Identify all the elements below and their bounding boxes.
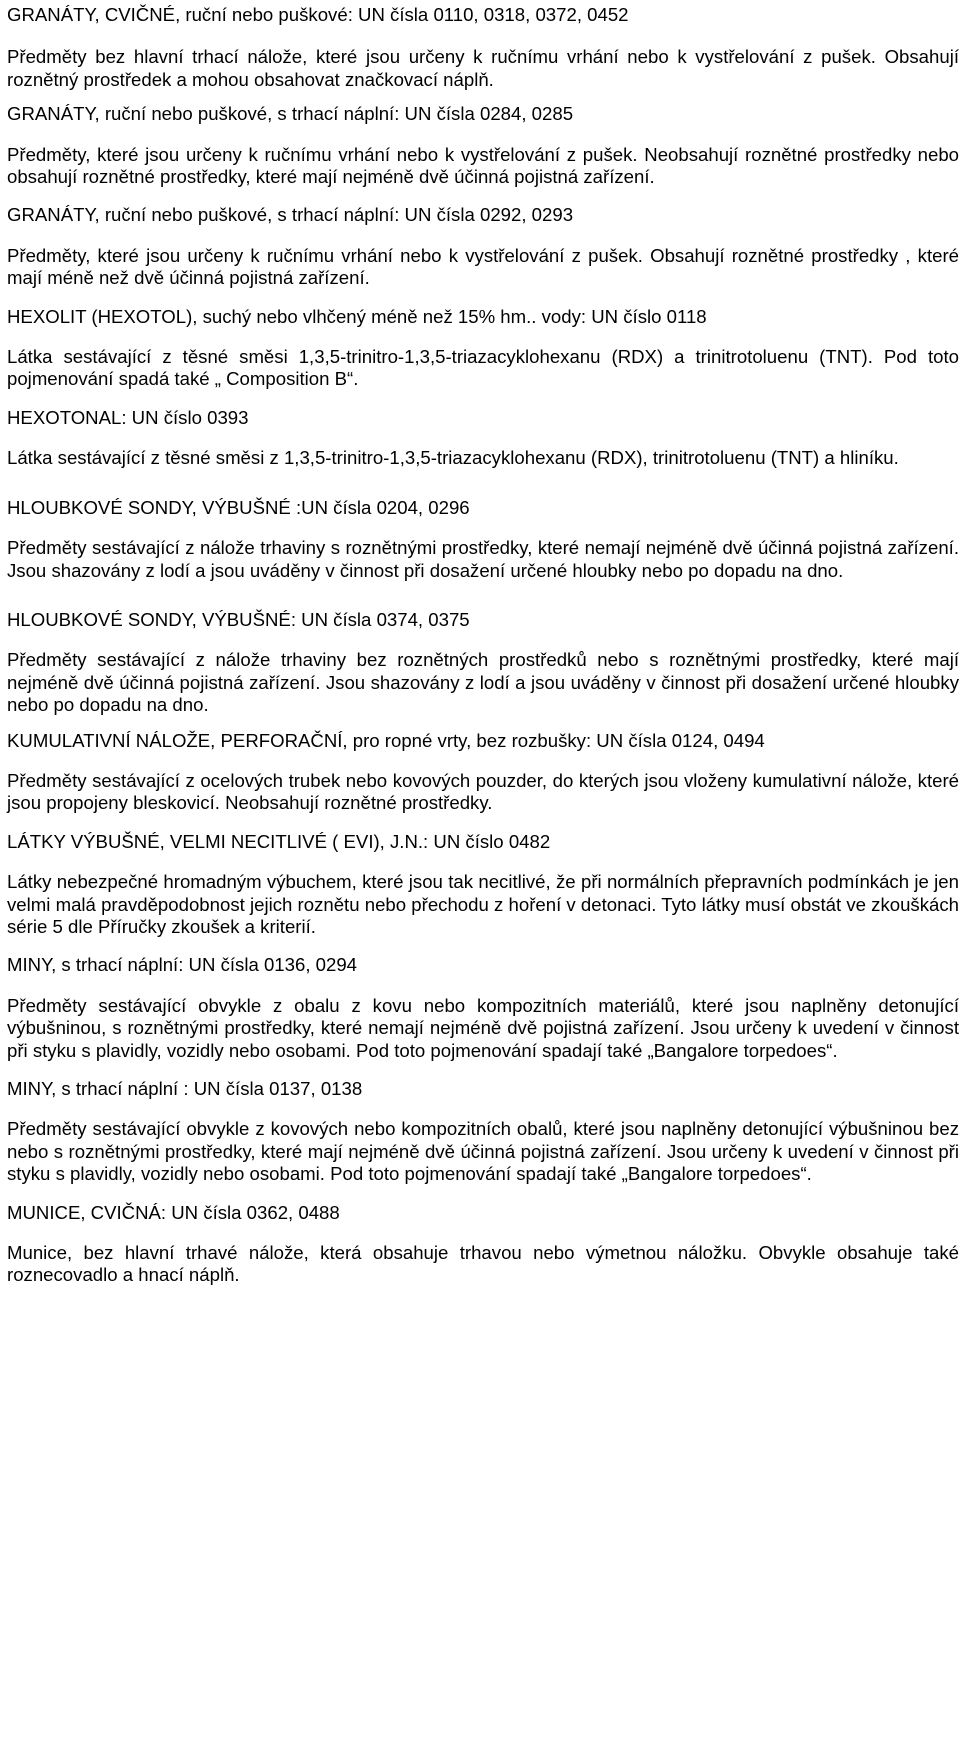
- entry-description: Předměty, které jsou určeny k ručnímu vrhání nebo k vystřelování z pušek. Obsahují roznětné prostředky , které mají méně než dvě účinná pojistná zařízení.: [7, 244, 959, 289]
- entry-description: Předměty sestávající z nálože trhaviny bez roznětných prostředků nebo s roznětnými prostředky, které mají nejméně dvě účinná pojistná zařízení. Jsou shazovány z lodí a jsou uváděny v činnost při dosažení určené hloubky nebo po dopadu na dno.: [7, 649, 959, 716]
- entry: [7, 497, 959, 582]
- entry-description: Munice, bez hlavní trhavé nálože, která obsahuje trhavou nebo výmetnou náložku. Obvykle obsahuje také roznecovadlo a hnací náplň.: [7, 1242, 959, 1286]
- entry-heading: HEXOTONAL: UN číslo 0393: [7, 406, 249, 428]
- entry-description: Předměty sestávající obvykle z obalu z kovu nebo kompozitních materiálů, které jsou naplněny detonující výbušninou, s roznětnými prostředky, které nemají nejméně dvě pojistná zařízení. Jsou určeny k uvedení v činnost při styku s plavidly, vozidly nebo osobami. Pod toto pojmenování spadají také „Bangalore torpedoes“.: [7, 994, 959, 1061]
- entry-description: Předměty, které jsou určeny k ručnímu vrhání nebo k vystřelování z pušek. Neobsahují roznětné prostředky nebo obsahují roznětné prostředky, které mají nejméně dvě účinná pojistná zařízení.: [7, 143, 959, 188]
- entry: [7, 954, 959, 1062]
- entry: [7, 1078, 959, 1186]
- entry: [7, 103, 959, 188]
- entry: [7, 831, 959, 939]
- entry-heading: MUNICE, CVIČNÁ: UN čísla 0362, 0488: [7, 1201, 340, 1223]
- entry-heading: MINY, s trhací náplní : UN čísla 0137, 0138: [7, 1078, 363, 1099]
- entry-description: Předměty sestávající z ocelových trubek nebo kovových pouzder, do kterých jsou vloženy kumulativní nálože, které jsou propojeny bleskovicí. Neobsahují roznětné prostředky.: [7, 769, 959, 814]
- entry-description: Látka sestávající z těsné směsi z 1,3,5-trinitro-1,3,5-triazacyklohexanu (RDX), trinitrotoluenu (TNT) a hliníku.: [7, 447, 899, 469]
- entry: [7, 407, 959, 470]
- entry-description: Předměty sestávající z nálože trhaviny s roznětnými prostředky, které nemají nejméně dvě účinná pojistná zařízení. Jsou shazovány z lodí a jsou uváděny v činnost při dosažení určené hloubky nebo po dopadu na dno.: [7, 537, 959, 581]
- entry-heading: GRANÁTY, CVIČNÉ, ruční nebo puškové: UN čísla 0110, 0318, 0372, 0452: [7, 4, 629, 25]
- entry: [7, 306, 959, 391]
- entry: [7, 4, 959, 91]
- entry-description: Předměty bez hlavní trhací nálože, které jsou určeny k ručnímu vrhání nebo k vystřelování z pušek. Obsahují roznětný prostředek a mohou obsahovat značkovací náplň.: [7, 46, 959, 90]
- document-page: [7, 4, 959, 1287]
- entry-heading: MINY, s trhací náplní: UN čísla 0136, 0294: [7, 954, 358, 976]
- entry-heading: GRANÁTY, ruční nebo puškové, s trhací náplní: UN čísla 0292, 0293: [7, 204, 574, 226]
- entry-description: Látka sestávající z těsné směsi 1,3,5-trinitro-1,3,5-triazacyklohexanu (RDX) a trinitrotoluenu (TNT). Pod toto pojmenování spadá také „ Composition B“.: [7, 346, 959, 390]
- entry: [7, 1202, 959, 1287]
- entry-heading: HLOUBKOVÉ SONDY, VÝBUŠNÉ :UN čísla 0204, 0296: [7, 496, 470, 518]
- entry: [7, 730, 959, 815]
- entry-description: Předměty sestávající obvykle z kovových nebo kompozitních obalů, které jsou naplněny detonující výbušninou bez nebo s roznětnými prostředky, které mají nejméně dvě účinná pojistná zařízení. Jsou určeny k uvedení v činnost při styku s plavidly, vozidly nebo osobami. Pod toto pojmenování spadají také „Bangalore torpedoes“.: [7, 1118, 959, 1185]
- entry-heading: GRANÁTY, ruční nebo puškové, s trhací náplní: UN čísla 0284, 0285: [7, 103, 574, 125]
- entry-heading: HLOUBKOVÉ SONDY, VÝBUŠNÉ: UN čísla 0374, 0375: [7, 608, 470, 630]
- entry: [7, 204, 959, 289]
- entry-heading: HEXOLIT (HEXOTOL), suchý nebo vlhčený méně než 15% hm.. vody: UN číslo 0118: [7, 305, 707, 327]
- entry: [7, 609, 959, 717]
- entry-heading: KUMULATIVNÍ NÁLOŽE, PERFORAČNÍ, pro ropné vrty, bez rozbušky: UN čísla 0124, 0494: [7, 729, 765, 751]
- entry-description: Látky nebezpečné hromadným výbuchem, které jsou tak necitlivé, že při normálních přepravních podmínkách je jen velmi malá pravděpodobnost jejich roznětu nebo přechodu z hoření v detonaci. Tyto látky musí obstát ve zkouškách série 5 dle Příručky zkoušek a kriterií.: [7, 871, 959, 937]
- entry-heading: LÁTKY VÝBUŠNÉ, VELMI NECITLIVÉ ( EVI), J.N.: UN číslo 0482: [7, 830, 551, 852]
